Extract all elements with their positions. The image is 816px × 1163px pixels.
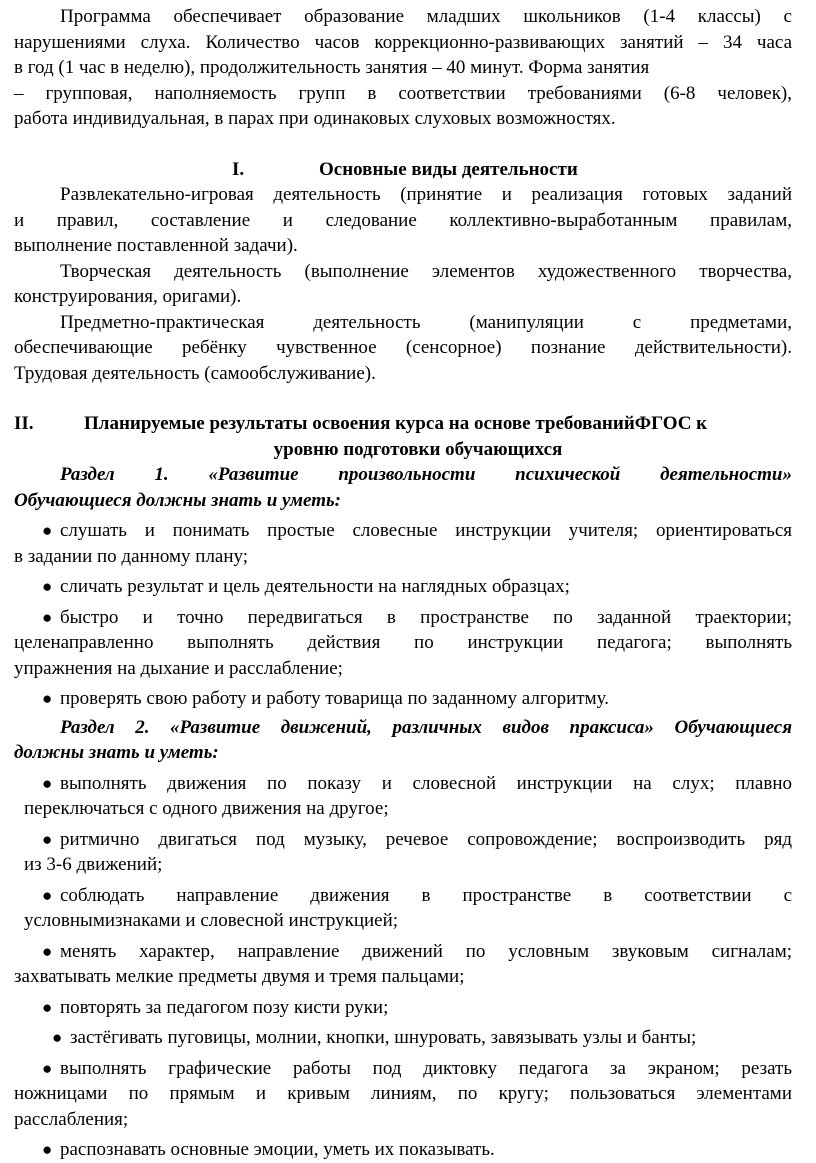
- bullet-icon: ●: [42, 1140, 53, 1159]
- s1-p2-line-1: Творческая деятельность (выполнение элементов художественного творчества,: [60, 260, 792, 282]
- s1-p2-line-2: конструирования, оригами).: [14, 286, 242, 307]
- r2-item-2: [14, 827, 792, 853]
- s1-p3-line-3: Трудовая деятельность (самообслуживание).: [14, 362, 376, 384]
- document-content: [14, 4, 792, 1163]
- r1-item-3-text: быстро и точно передвигаться в пространстве по заданной траектории;: [60, 606, 792, 628]
- r2-item-8-text: распознавать основные эмоции, уметь их показывать.: [60, 1139, 495, 1160]
- r1-item-3-cont-1: целенаправленно выполнять действия по инструкции педагога; выполнять: [14, 632, 792, 653]
- bullet-icon: ●: [42, 607, 53, 627]
- r2-item-1: [14, 771, 792, 797]
- section-2-title-line-1: Планируемые результаты освоения курса на основе требованийФГОС к: [84, 413, 708, 434]
- bullet-icon: ●: [42, 997, 53, 1017]
- r2-item-7-cont-1: ножницами по прямым и кривым линиям, по кругу; пользоваться элементами: [14, 1083, 792, 1104]
- razdel-2-subtitle: должны знать и уметь:: [14, 742, 219, 763]
- bullet-icon: ●: [42, 577, 53, 596]
- r2-item-7-cont-2: расслабления;: [14, 1108, 129, 1130]
- r1-item-2: [14, 574, 792, 600]
- bullet-icon: ●: [42, 885, 53, 905]
- bullet-icon: ●: [42, 1058, 53, 1078]
- section-2-title-line-2: уровню подготовки обучающихся: [273, 438, 563, 460]
- bullet-icon: ●: [42, 773, 53, 793]
- r2-item-2-text: ритмично двигаться под музыку, речевое сопровождение; воспроизводить ряд: [60, 828, 792, 850]
- section-1-number: I.: [232, 158, 245, 180]
- r2-item-8: [14, 1137, 792, 1163]
- r1-item-1: [14, 518, 792, 544]
- intro-line-5: работа индивидуальная, в парах при одинаковых слуховых возможностях.: [14, 108, 616, 129]
- r2-item-6-text: застёгивать пуговицы, молнии, кнопки, шнуровать, завязывать узлы и банты;: [70, 1027, 697, 1048]
- section-2-heading: [14, 411, 792, 462]
- r2-item-7-text: выполнять графические работы под диктовку педагога за экраном; резать: [60, 1057, 792, 1079]
- razdel-1-subtitle: Обучающиеся должны знать и уметь:: [14, 489, 341, 511]
- r1-item-2-text: сличать результат и цель деятельности на наглядных образцах;: [60, 576, 570, 597]
- bullet-icon: ●: [42, 829, 53, 849]
- s1-p3-line-1: Предметно-практическая деятельность (манипуляции с предметами,: [60, 311, 792, 333]
- r1-item-4-text: проверять свою работу и работу товарища по заданному алгоритму.: [60, 688, 609, 709]
- section-1-heading: [14, 157, 792, 183]
- r2-item-1-text: выполнять движения по показу и словесной инструкции на слух; плавно: [60, 772, 792, 794]
- intro-line-1: Программа обеспечивает образование младших школьников (1-4 классы) с: [60, 6, 792, 27]
- s1-p1-line-1: Развлекательно-игровая деятельность (принятие и реализация готовых заданий: [60, 184, 792, 205]
- r2-item-3-cont: условнымизнаками и словесной инструкцией;: [24, 910, 399, 931]
- r2-item-4: [14, 939, 792, 965]
- r2-item-5-text: повторять за педагогом позу кисти руки;: [60, 996, 389, 1018]
- razdel-2-title: Раздел 2. «Развитие движений, различных видов праксиса» Обучающиеся: [60, 716, 792, 738]
- r1-item-3-cont-2: упражнения на дыхание и расслабление;: [14, 657, 343, 679]
- bullet-icon: ●: [42, 689, 53, 708]
- bullet-icon: ●: [42, 521, 53, 540]
- r2-item-4-text: менять характер, направление движений по условным звуковым сигналам;: [60, 940, 792, 962]
- r2-item-3-text: соблюдать направление движения в пространстве в соответствии с: [60, 884, 792, 906]
- r2-item-2-cont: из 3-6 движений;: [24, 854, 163, 875]
- s1-p3-line-2: обеспечивающие ребёнку чувственное (сенсорное) познание действительности).: [14, 337, 792, 358]
- r2-item-6: [14, 1025, 792, 1051]
- bullet-icon: ●: [52, 1028, 63, 1047]
- intro-line-3: в год (1 час в неделю), продолжительность занятия – 40 минут. Форма занятия: [14, 57, 650, 78]
- section-1-title: Основные виды деятельности: [319, 158, 578, 180]
- s1-p1-line-3: выполнение поставленной задачи).: [14, 235, 298, 256]
- bullet-icon: ●: [42, 941, 53, 961]
- s1-p1-line-2: и правил, составление и следование коллективно-выработанным правилам,: [14, 209, 792, 231]
- r2-item-7: [14, 1056, 792, 1082]
- r1-item-3: [14, 605, 792, 631]
- spacer: [14, 386, 792, 411]
- r1-item-4: [14, 686, 792, 712]
- section-2-number: II.: [14, 413, 34, 434]
- razdel-1-title: Раздел 1. «Развитие произвольности психической деятельности»: [60, 464, 792, 485]
- r2-item-3: [14, 883, 792, 909]
- intro-line-4: – групповая, наполняемость групп в соответствии требованиями (6-8 человек),: [14, 82, 792, 104]
- r1-item-1-cont: в задании по данному плану;: [14, 545, 249, 567]
- intro-line-2: нарушениями слуха. Количество часов коррекционно-развивающих занятий – 34 часа: [14, 31, 792, 53]
- r2-item-4-cont: захватывать мелкие предметы двумя и тремя пальцами;: [14, 966, 465, 987]
- r1-item-1-text: слушать и понимать простые словесные инструкции учителя; ориентироваться: [60, 520, 792, 541]
- spacer: [14, 132, 792, 157]
- r2-item-1-cont: переключаться с одного движения на другое;: [24, 798, 389, 819]
- r2-item-5: [14, 995, 792, 1021]
